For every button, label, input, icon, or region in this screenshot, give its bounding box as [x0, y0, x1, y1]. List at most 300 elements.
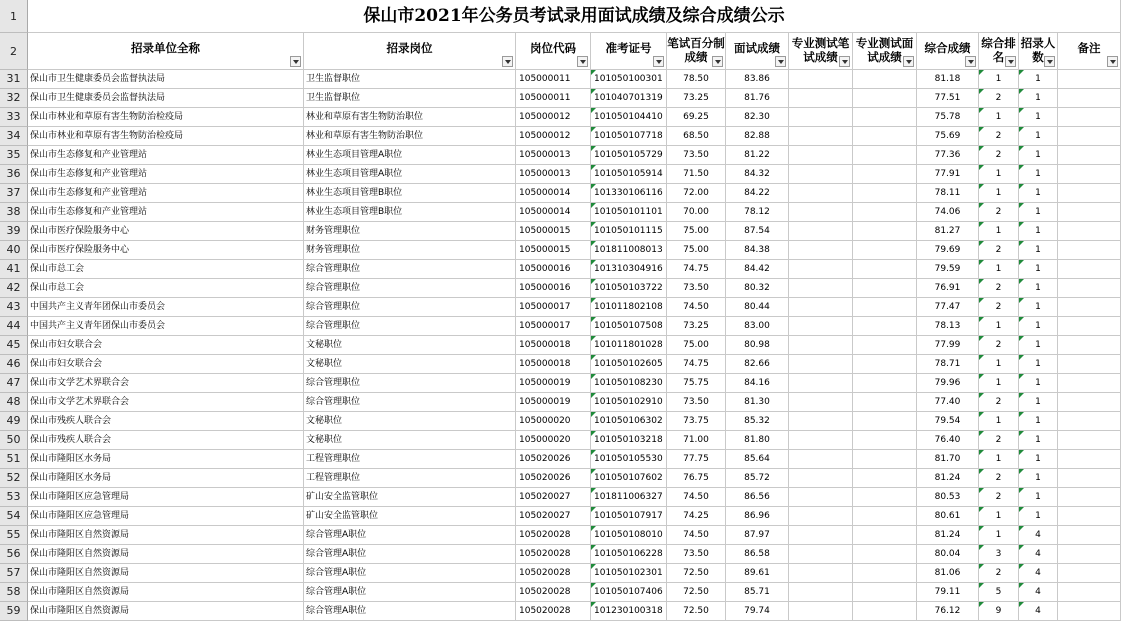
cell-post-col[interactable]: 综合管理A职位	[304, 564, 516, 583]
filter-dropdown-icon[interactable]	[502, 56, 513, 67]
cell-test2-col[interactable]	[853, 412, 917, 431]
cell-quota-col[interactable]: 4	[1019, 545, 1058, 564]
row-number[interactable]: 59	[0, 602, 28, 621]
row-number[interactable]: 38	[0, 203, 28, 222]
cell-exam-col[interactable]: 101050101115	[591, 222, 667, 241]
cell-interview-col[interactable]: 81.30	[726, 393, 789, 412]
header-interview-col[interactable]	[726, 33, 789, 70]
cell-post-col[interactable]: 工程管理职位	[304, 450, 516, 469]
cell-code-col[interactable]: 105020028	[516, 545, 591, 564]
cell-post-col[interactable]: 卫生监督职位	[304, 70, 516, 89]
cell-quota-col[interactable]: 1	[1019, 450, 1058, 469]
cell-test1-col[interactable]	[789, 488, 853, 507]
cell-total-col[interactable]: 79.69	[917, 241, 979, 260]
cell-rank-col[interactable]: 2	[979, 203, 1019, 222]
cell-written-col[interactable]: 76.75	[667, 469, 726, 488]
row-number[interactable]: 46	[0, 355, 28, 374]
cell-test2-col[interactable]	[853, 298, 917, 317]
cell-written-col[interactable]: 71.00	[667, 431, 726, 450]
cell-post-col[interactable]: 综合管理职位	[304, 374, 516, 393]
cell-test1-col[interactable]	[789, 279, 853, 298]
cell-post-col[interactable]: 矿山安全监管职位	[304, 507, 516, 526]
cell-total-col[interactable]: 81.24	[917, 526, 979, 545]
row-number[interactable]: 43	[0, 298, 28, 317]
cell-post-col[interactable]: 财务管理职位	[304, 222, 516, 241]
cell-code-col[interactable]: 105000020	[516, 431, 591, 450]
cell-test1-col[interactable]	[789, 374, 853, 393]
cell-post-col[interactable]: 林业生态项目管理B职位	[304, 184, 516, 203]
cell-exam-col[interactable]: 101050107602	[591, 469, 667, 488]
cell-note-col[interactable]	[1058, 469, 1121, 488]
row-number[interactable]: 40	[0, 241, 28, 260]
cell-unit-col[interactable]: 保山市生态修复和产业管理站	[28, 146, 304, 165]
cell-rank-col[interactable]: 2	[979, 146, 1019, 165]
cell-post-col[interactable]: 林业生态项目管理A职位	[304, 146, 516, 165]
row-number[interactable]: 35	[0, 146, 28, 165]
cell-total-col[interactable]: 80.53	[917, 488, 979, 507]
cell-quota-col[interactable]: 1	[1019, 431, 1058, 450]
cell-exam-col[interactable]: 101050108010	[591, 526, 667, 545]
cell-rank-col[interactable]: 3	[979, 545, 1019, 564]
header-note-col[interactable]	[1058, 33, 1121, 70]
cell-written-col[interactable]: 78.50	[667, 70, 726, 89]
cell-written-col[interactable]: 73.25	[667, 89, 726, 108]
row-number[interactable]: 56	[0, 545, 28, 564]
cell-written-col[interactable]: 73.25	[667, 317, 726, 336]
cell-exam-col[interactable]: 101011801028	[591, 336, 667, 355]
cell-post-col[interactable]: 综合管理职位	[304, 393, 516, 412]
cell-code-col[interactable]: 105000012	[516, 127, 591, 146]
row-number[interactable]: 51	[0, 450, 28, 469]
filter-dropdown-icon[interactable]	[1005, 56, 1016, 67]
cell-test2-col[interactable]	[853, 374, 917, 393]
cell-note-col[interactable]	[1058, 279, 1121, 298]
filter-dropdown-icon[interactable]	[839, 56, 850, 67]
cell-exam-col[interactable]: 101050107917	[591, 507, 667, 526]
cell-rank-col[interactable]: 1	[979, 222, 1019, 241]
row-number[interactable]: 36	[0, 165, 28, 184]
cell-rank-col[interactable]: 1	[979, 108, 1019, 127]
cell-test1-col[interactable]	[789, 469, 853, 488]
cell-rank-col[interactable]: 1	[979, 317, 1019, 336]
cell-code-col[interactable]: 105020028	[516, 583, 591, 602]
cell-post-col[interactable]: 林业和草原有害生物防治职位	[304, 127, 516, 146]
cell-note-col[interactable]	[1058, 203, 1121, 222]
cell-quota-col[interactable]: 1	[1019, 317, 1058, 336]
cell-unit-col[interactable]: 保山市卫生健康委员会监督执法局	[28, 89, 304, 108]
cell-code-col[interactable]: 105000018	[516, 336, 591, 355]
cell-note-col[interactable]	[1058, 222, 1121, 241]
cell-total-col[interactable]: 78.13	[917, 317, 979, 336]
cell-unit-col[interactable]: 保山市医疗保险服务中心	[28, 222, 304, 241]
header-unit-col[interactable]	[28, 33, 304, 70]
cell-quota-col[interactable]: 1	[1019, 89, 1058, 108]
cell-post-col[interactable]: 综合管理职位	[304, 279, 516, 298]
cell-unit-col[interactable]: 保山市隆阳区自然资源局	[28, 564, 304, 583]
cell-post-col[interactable]: 综合管理职位	[304, 317, 516, 336]
row-number[interactable]: 45	[0, 336, 28, 355]
cell-exam-col[interactable]: 101811008013	[591, 241, 667, 260]
cell-test1-col[interactable]	[789, 146, 853, 165]
cell-interview-col[interactable]: 86.56	[726, 488, 789, 507]
cell-written-col[interactable]: 71.50	[667, 165, 726, 184]
cell-unit-col[interactable]: 保山市文学艺术界联合会	[28, 374, 304, 393]
row-number[interactable]: 33	[0, 108, 28, 127]
filter-dropdown-icon[interactable]	[712, 56, 723, 67]
cell-interview-col[interactable]: 82.30	[726, 108, 789, 127]
cell-total-col[interactable]: 77.36	[917, 146, 979, 165]
cell-test2-col[interactable]	[853, 526, 917, 545]
cell-test2-col[interactable]	[853, 507, 917, 526]
cell-code-col[interactable]: 105000015	[516, 241, 591, 260]
row-number[interactable]: 1	[0, 0, 28, 33]
cell-note-col[interactable]	[1058, 241, 1121, 260]
cell-post-col[interactable]: 综合管理A职位	[304, 583, 516, 602]
row-number[interactable]: 58	[0, 583, 28, 602]
cell-rank-col[interactable]: 1	[979, 165, 1019, 184]
cell-post-col[interactable]: 林业生态项目管理B职位	[304, 203, 516, 222]
cell-total-col[interactable]: 78.11	[917, 184, 979, 203]
cell-code-col[interactable]: 105000019	[516, 393, 591, 412]
cell-interview-col[interactable]: 83.86	[726, 70, 789, 89]
cell-quota-col[interactable]: 4	[1019, 526, 1058, 545]
cell-quota-col[interactable]: 1	[1019, 374, 1058, 393]
cell-post-col[interactable]: 综合管理A职位	[304, 545, 516, 564]
cell-test2-col[interactable]	[853, 279, 917, 298]
cell-exam-col[interactable]: 101040701319	[591, 89, 667, 108]
cell-note-col[interactable]	[1058, 336, 1121, 355]
cell-note-col[interactable]	[1058, 564, 1121, 583]
cell-interview-col[interactable]: 87.97	[726, 526, 789, 545]
filter-dropdown-icon[interactable]	[653, 56, 664, 67]
cell-code-col[interactable]: 105000014	[516, 184, 591, 203]
cell-rank-col[interactable]: 9	[979, 602, 1019, 621]
cell-rank-col[interactable]: 2	[979, 336, 1019, 355]
row-number[interactable]: 2	[0, 33, 28, 70]
page-title[interactable]: 保山市2021年公务员考试录用面试成绩及综合成绩公示	[28, 0, 1121, 33]
filter-dropdown-icon[interactable]	[290, 56, 301, 67]
cell-test1-col[interactable]	[789, 222, 853, 241]
cell-test1-col[interactable]	[789, 203, 853, 222]
cell-written-col[interactable]: 75.75	[667, 374, 726, 393]
cell-quota-col[interactable]: 1	[1019, 412, 1058, 431]
cell-exam-col[interactable]: 101050107508	[591, 317, 667, 336]
cell-test2-col[interactable]	[853, 165, 917, 184]
cell-exam-col[interactable]: 101011802108	[591, 298, 667, 317]
cell-interview-col[interactable]: 86.96	[726, 507, 789, 526]
row-number[interactable]: 52	[0, 469, 28, 488]
cell-interview-col[interactable]: 87.54	[726, 222, 789, 241]
cell-test1-col[interactable]	[789, 412, 853, 431]
cell-total-col[interactable]: 81.70	[917, 450, 979, 469]
cell-code-col[interactable]: 105000018	[516, 355, 591, 374]
cell-exam-col[interactable]: 101050103218	[591, 431, 667, 450]
cell-written-col[interactable]: 68.50	[667, 127, 726, 146]
cell-written-col[interactable]: 73.50	[667, 545, 726, 564]
cell-note-col[interactable]	[1058, 602, 1121, 621]
cell-post-col[interactable]: 工程管理职位	[304, 469, 516, 488]
cell-rank-col[interactable]: 1	[979, 355, 1019, 374]
cell-unit-col[interactable]: 保山市妇女联合会	[28, 355, 304, 374]
cell-total-col[interactable]: 78.71	[917, 355, 979, 374]
cell-code-col[interactable]: 105000016	[516, 279, 591, 298]
cell-note-col[interactable]	[1058, 507, 1121, 526]
cell-test1-col[interactable]	[789, 127, 853, 146]
cell-test1-col[interactable]	[789, 507, 853, 526]
cell-unit-col[interactable]: 保山市隆阳区水务局	[28, 469, 304, 488]
cell-unit-col[interactable]: 保山市隆阳区水务局	[28, 450, 304, 469]
cell-code-col[interactable]: 105000019	[516, 374, 591, 393]
cell-interview-col[interactable]: 84.16	[726, 374, 789, 393]
cell-test1-col[interactable]	[789, 165, 853, 184]
cell-exam-col[interactable]: 101050108230	[591, 374, 667, 393]
cell-quota-col[interactable]: 1	[1019, 260, 1058, 279]
cell-code-col[interactable]: 105020028	[516, 526, 591, 545]
cell-unit-col[interactable]: 保山市隆阳区自然资源局	[28, 545, 304, 564]
cell-quota-col[interactable]: 4	[1019, 564, 1058, 583]
cell-code-col[interactable]: 105000013	[516, 146, 591, 165]
cell-unit-col[interactable]: 中国共产主义青年团保山市委员会	[28, 317, 304, 336]
cell-rank-col[interactable]: 2	[979, 564, 1019, 583]
cell-quota-col[interactable]: 1	[1019, 146, 1058, 165]
cell-quota-col[interactable]: 1	[1019, 70, 1058, 89]
cell-written-col[interactable]: 77.75	[667, 450, 726, 469]
header-test1-col[interactable]	[789, 33, 853, 70]
cell-written-col[interactable]: 74.50	[667, 298, 726, 317]
cell-code-col[interactable]: 105020028	[516, 564, 591, 583]
cell-note-col[interactable]	[1058, 583, 1121, 602]
cell-test1-col[interactable]	[789, 70, 853, 89]
cell-unit-col[interactable]: 保山市残疾人联合会	[28, 412, 304, 431]
cell-test1-col[interactable]	[789, 108, 853, 127]
cell-total-col[interactable]: 77.99	[917, 336, 979, 355]
cell-rank-col[interactable]: 2	[979, 393, 1019, 412]
cell-rank-col[interactable]: 2	[979, 89, 1019, 108]
cell-total-col[interactable]: 77.91	[917, 165, 979, 184]
cell-interview-col[interactable]: 84.42	[726, 260, 789, 279]
header-test2-col[interactable]	[853, 33, 917, 70]
cell-test2-col[interactable]	[853, 469, 917, 488]
cell-test1-col[interactable]	[789, 260, 853, 279]
cell-test2-col[interactable]	[853, 89, 917, 108]
header-quota-col[interactable]	[1019, 33, 1058, 70]
cell-quota-col[interactable]: 1	[1019, 108, 1058, 127]
cell-code-col[interactable]: 105000020	[516, 412, 591, 431]
cell-quota-col[interactable]: 4	[1019, 602, 1058, 621]
cell-exam-col[interactable]: 101050100301	[591, 70, 667, 89]
cell-test2-col[interactable]	[853, 564, 917, 583]
cell-note-col[interactable]	[1058, 165, 1121, 184]
cell-post-col[interactable]: 文秘职位	[304, 412, 516, 431]
cell-interview-col[interactable]: 84.22	[726, 184, 789, 203]
cell-rank-col[interactable]: 1	[979, 70, 1019, 89]
cell-interview-col[interactable]: 81.76	[726, 89, 789, 108]
cell-test2-col[interactable]	[853, 545, 917, 564]
cell-exam-col[interactable]: 101050104410	[591, 108, 667, 127]
cell-total-col[interactable]: 79.59	[917, 260, 979, 279]
cell-total-col[interactable]: 76.12	[917, 602, 979, 621]
cell-unit-col[interactable]: 保山市医疗保险服务中心	[28, 241, 304, 260]
cell-post-col[interactable]: 林业和草原有害生物防治职位	[304, 108, 516, 127]
cell-code-col[interactable]: 105020027	[516, 507, 591, 526]
cell-test1-col[interactable]	[789, 564, 853, 583]
cell-interview-col[interactable]: 79.74	[726, 602, 789, 621]
filter-dropdown-icon[interactable]	[1044, 56, 1055, 67]
cell-written-col[interactable]: 75.00	[667, 222, 726, 241]
cell-rank-col[interactable]: 1	[979, 450, 1019, 469]
cell-test1-col[interactable]	[789, 355, 853, 374]
cell-interview-col[interactable]: 85.64	[726, 450, 789, 469]
cell-test2-col[interactable]	[853, 241, 917, 260]
cell-note-col[interactable]	[1058, 184, 1121, 203]
cell-test2-col[interactable]	[853, 127, 917, 146]
cell-interview-col[interactable]: 80.44	[726, 298, 789, 317]
cell-total-col[interactable]: 75.69	[917, 127, 979, 146]
row-number[interactable]: 42	[0, 279, 28, 298]
cell-code-col[interactable]: 105020026	[516, 450, 591, 469]
cell-exam-col[interactable]: 101050102301	[591, 564, 667, 583]
cell-interview-col[interactable]: 78.12	[726, 203, 789, 222]
cell-exam-col[interactable]: 101050106302	[591, 412, 667, 431]
cell-note-col[interactable]	[1058, 89, 1121, 108]
cell-written-col[interactable]: 73.50	[667, 279, 726, 298]
row-number[interactable]: 50	[0, 431, 28, 450]
cell-test2-col[interactable]	[853, 70, 917, 89]
cell-interview-col[interactable]: 81.80	[726, 431, 789, 450]
cell-written-col[interactable]: 72.00	[667, 184, 726, 203]
cell-interview-col[interactable]: 82.88	[726, 127, 789, 146]
cell-exam-col[interactable]: 101050105914	[591, 165, 667, 184]
cell-unit-col[interactable]: 保山市妇女联合会	[28, 336, 304, 355]
cell-note-col[interactable]	[1058, 450, 1121, 469]
cell-unit-col[interactable]: 保山市生态修复和产业管理站	[28, 203, 304, 222]
cell-rank-col[interactable]: 2	[979, 469, 1019, 488]
cell-quota-col[interactable]: 1	[1019, 393, 1058, 412]
cell-total-col[interactable]: 80.61	[917, 507, 979, 526]
cell-test1-col[interactable]	[789, 431, 853, 450]
cell-rank-col[interactable]: 1	[979, 260, 1019, 279]
cell-test1-col[interactable]	[789, 602, 853, 621]
filter-dropdown-icon[interactable]	[1107, 56, 1118, 67]
row-number[interactable]: 32	[0, 89, 28, 108]
cell-written-col[interactable]: 73.50	[667, 146, 726, 165]
row-number[interactable]: 44	[0, 317, 28, 336]
cell-test2-col[interactable]	[853, 450, 917, 469]
cell-written-col[interactable]: 72.50	[667, 602, 726, 621]
cell-test1-col[interactable]	[789, 526, 853, 545]
cell-exam-col[interactable]: 101310304916	[591, 260, 667, 279]
filter-dropdown-icon[interactable]	[903, 56, 914, 67]
cell-written-col[interactable]: 74.75	[667, 260, 726, 279]
cell-code-col[interactable]: 105000011	[516, 70, 591, 89]
cell-test1-col[interactable]	[789, 298, 853, 317]
cell-code-col[interactable]: 105020026	[516, 469, 591, 488]
cell-rank-col[interactable]: 2	[979, 279, 1019, 298]
cell-test1-col[interactable]	[789, 184, 853, 203]
cell-interview-col[interactable]: 82.66	[726, 355, 789, 374]
cell-interview-col[interactable]: 84.38	[726, 241, 789, 260]
cell-code-col[interactable]: 105000015	[516, 222, 591, 241]
cell-exam-col[interactable]: 101050102910	[591, 393, 667, 412]
row-number[interactable]: 37	[0, 184, 28, 203]
cell-test1-col[interactable]	[789, 545, 853, 564]
cell-test2-col[interactable]	[853, 336, 917, 355]
row-number[interactable]: 55	[0, 526, 28, 545]
cell-rank-col[interactable]: 2	[979, 298, 1019, 317]
cell-rank-col[interactable]: 1	[979, 507, 1019, 526]
cell-quota-col[interactable]: 1	[1019, 222, 1058, 241]
cell-exam-col[interactable]: 101050102605	[591, 355, 667, 374]
cell-post-col[interactable]: 矿山安全监管职位	[304, 488, 516, 507]
cell-exam-col[interactable]: 101330106116	[591, 184, 667, 203]
cell-note-col[interactable]	[1058, 393, 1121, 412]
cell-rank-col[interactable]: 1	[979, 374, 1019, 393]
cell-quota-col[interactable]: 1	[1019, 203, 1058, 222]
cell-total-col[interactable]: 79.96	[917, 374, 979, 393]
cell-test2-col[interactable]	[853, 488, 917, 507]
cell-total-col[interactable]: 81.24	[917, 469, 979, 488]
cell-total-col[interactable]: 75.78	[917, 108, 979, 127]
cell-exam-col[interactable]: 101050106228	[591, 545, 667, 564]
cell-unit-col[interactable]: 保山市林业和草原有害生物防治检疫局	[28, 108, 304, 127]
cell-quota-col[interactable]: 1	[1019, 241, 1058, 260]
cell-post-col[interactable]: 文秘职位	[304, 336, 516, 355]
cell-exam-col[interactable]: 101050107718	[591, 127, 667, 146]
cell-unit-col[interactable]: 保山市残疾人联合会	[28, 431, 304, 450]
cell-test1-col[interactable]	[789, 450, 853, 469]
filter-dropdown-icon[interactable]	[775, 56, 786, 67]
cell-quota-col[interactable]: 1	[1019, 279, 1058, 298]
row-number[interactable]: 39	[0, 222, 28, 241]
cell-test1-col[interactable]	[789, 317, 853, 336]
cell-test1-col[interactable]	[789, 89, 853, 108]
cell-post-col[interactable]: 综合管理职位	[304, 260, 516, 279]
cell-post-col[interactable]: 综合管理A职位	[304, 526, 516, 545]
cell-post-col[interactable]: 综合管理A职位	[304, 602, 516, 621]
cell-test1-col[interactable]	[789, 241, 853, 260]
cell-code-col[interactable]: 105000012	[516, 108, 591, 127]
cell-unit-col[interactable]: 保山市隆阳区自然资源局	[28, 583, 304, 602]
cell-rank-col[interactable]: 2	[979, 127, 1019, 146]
cell-exam-col[interactable]: 101050105729	[591, 146, 667, 165]
cell-note-col[interactable]	[1058, 70, 1121, 89]
cell-note-col[interactable]	[1058, 431, 1121, 450]
header-rank-col[interactable]	[979, 33, 1019, 70]
row-number[interactable]: 31	[0, 70, 28, 89]
cell-unit-col[interactable]: 保山市总工会	[28, 279, 304, 298]
cell-test2-col[interactable]	[853, 222, 917, 241]
cell-test2-col[interactable]	[853, 203, 917, 222]
cell-code-col[interactable]: 105000017	[516, 317, 591, 336]
cell-note-col[interactable]	[1058, 127, 1121, 146]
cell-code-col[interactable]: 105020028	[516, 602, 591, 621]
cell-post-col[interactable]: 林业生态项目管理A职位	[304, 165, 516, 184]
row-number[interactable]: 34	[0, 127, 28, 146]
cell-quota-col[interactable]: 1	[1019, 336, 1058, 355]
cell-code-col[interactable]: 105000017	[516, 298, 591, 317]
header-total-col[interactable]	[917, 33, 979, 70]
row-number[interactable]: 53	[0, 488, 28, 507]
cell-test2-col[interactable]	[853, 146, 917, 165]
cell-unit-col[interactable]: 保山市文学艺术界联合会	[28, 393, 304, 412]
cell-written-col[interactable]: 74.50	[667, 488, 726, 507]
header-post-col[interactable]	[304, 33, 516, 70]
header-exam-col[interactable]	[591, 33, 667, 70]
cell-rank-col[interactable]: 1	[979, 526, 1019, 545]
cell-code-col[interactable]: 105000011	[516, 89, 591, 108]
row-number[interactable]: 41	[0, 260, 28, 279]
cell-written-col[interactable]: 72.50	[667, 564, 726, 583]
